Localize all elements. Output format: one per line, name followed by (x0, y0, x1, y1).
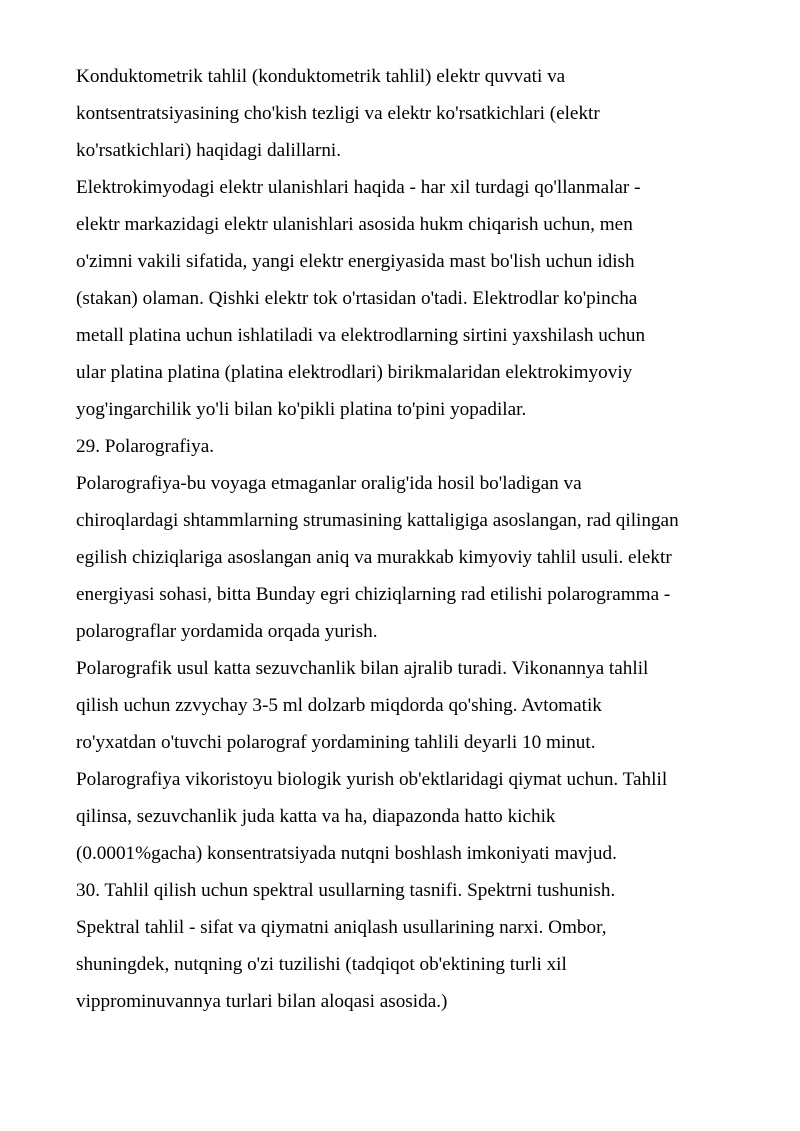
text-line: egilish chiziqlariga asoslangan aniq va murakkab kimyoviy tahlil usuli. elektr (76, 547, 672, 568)
text-line: Polarografiya vikoristoyu biologik yurish ob'ektlaridagi qiymat uchun. Tahlil (76, 769, 668, 790)
text-line: qilinsa, sezuvchanlik juda katta va ha, diapazonda hatto kichik (76, 806, 556, 827)
text-line: ular platina platina (platina elektrodlari) birikmalaridan elektrokimyoviy (76, 362, 633, 383)
text-line: chiroqlardagi shtammlarning strumasining kattaligiga asoslangan, rad qilingan (76, 510, 679, 531)
text-line: Spektral tahlil - sifat va qiymatni aniqlash usullarining narxi. Ombor, (76, 917, 607, 938)
text-line: ro'yxatdan o'tuvchi polarograf yordamining tahlili deyarli 10 minut. (76, 732, 596, 753)
text-line: shuningdek, nutqning o'zi tuzilishi (tadqiqot ob'ektining turli xil (76, 954, 567, 975)
text-line: energiyasi sohasi, bitta Bunday egri chiziqlarning rad etilishi polarogramma - (76, 584, 671, 605)
text-line: Polarografik usul katta sezuvchanlik bilan ajralib turadi. Vikonannya tahlil (76, 658, 649, 679)
text-line: Elektrokimyodagi elektr ulanishlari haqida - har xil turdagi qo'llanmalar - (76, 177, 641, 198)
section-heading-29: 29. Polarografiya. (76, 436, 215, 457)
document-body (76, 58, 766, 1020)
text-line: elektr markazidagi elektr ulanishlari asosida hukm chiqarish uchun, men (76, 214, 633, 235)
text-line: metall platina uchun ishlatiladi va elektrodlarning sirtini yaxshilash uchun (76, 325, 646, 346)
text-line: ko'rsatkichlari) haqidagi dalillarni. (76, 140, 342, 161)
text-line: kontsentratsiyasining cho'kish tezligi va elektr ko'rsatkichlari (elektr (76, 103, 600, 124)
text-line: qilish uchun zzvychay 3-5 ml dolzarb miqdorda qo'shing. Avtomatik (76, 695, 602, 716)
text-line: yog'ingarchilik yo'li bilan ko'pikli platina to'pini yopadilar. (76, 399, 527, 420)
text-line: o'zimni vakili sifatida, yangi elektr energiyasida mast bo'lish uchun idish (76, 251, 635, 272)
text-line: (0.0001%gacha) konsentratsiyada nutqni boshlash imkoniyati mavjud. (76, 843, 617, 864)
text-line: vipprominuvannya turlari bilan aloqasi asosida.) (76, 991, 448, 1012)
text-line: polarograflar yordamida orqada yurish. (76, 621, 378, 642)
section-heading-30: 30. Tahlil qilish uchun spektral usullarning tasnifi. Spektrni tushunish. (76, 880, 616, 901)
text-line: Konduktometrik tahlil (konduktometrik tahlil) elektr quvvati va (76, 66, 566, 87)
text-line: (stakan) olaman. Qishki elektr tok o'rtasidan o'tadi. Elektrodlar ko'pincha (76, 288, 638, 309)
text-line: Polarografiya-bu voyaga etmaganlar oralig'ida hosil bo'ladigan va (76, 473, 582, 494)
